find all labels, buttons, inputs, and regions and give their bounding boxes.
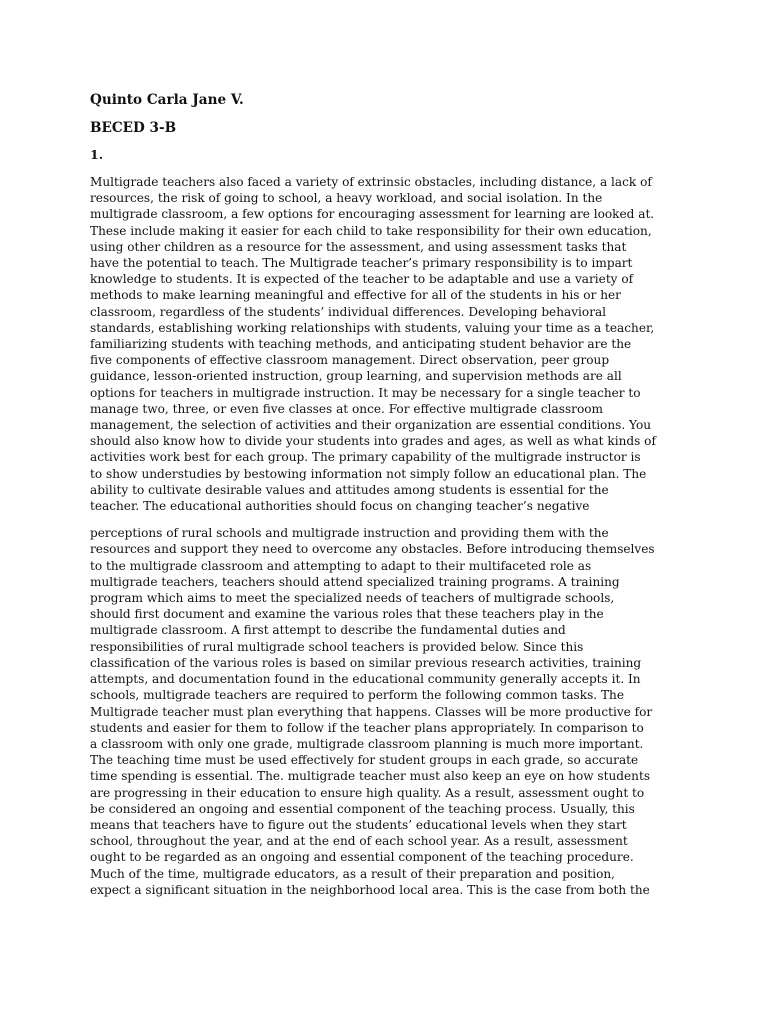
text-line: perceptions of rural schools and multigrade instruction and providing them with the [90, 526, 609, 541]
text-line: teacher. The educational authorities should focus on changing teacher’s negative [90, 499, 590, 514]
text-line: attempts, and documentation found in the educational community generally accepts it. In [90, 672, 641, 687]
text-line: resources and support they need to overcome any obstacles. Before introducing themselves [90, 542, 655, 557]
text-line: Multigrade teachers also faced a variety of extrinsic obstacles, including distance, a lack of [90, 175, 652, 189]
text-line: time spending is essential. The. multigrade teacher must also keep an eye on how students [90, 769, 651, 784]
text-line: classroom, regardless of the students’ individual differences. Developing behavioral [90, 304, 607, 319]
paragraph-1 [90, 174, 690, 514]
author-name: Quinto Carla Jane V. [90, 92, 244, 108]
text-line: using other children as a resource for the assessment, and using assessment tasks that [90, 239, 627, 254]
text-line: students and easier for them to follow if the teacher plans appropriately. In comparison to [90, 720, 644, 735]
text-line: methods to make learning meaningful and effective for all of the students in his or her [90, 288, 621, 303]
text-line: responsibilities of rural multigrade school teachers is provided below. Since this [90, 639, 584, 654]
text-line: Much of the time, multigrade educators, as a result of their preparation and position, [90, 866, 615, 881]
text-line: These include making it easier for each child to take responsibility for their own education, [90, 223, 652, 238]
text-line: ought to be regarded as an ongoing and essential component of the teaching procedure. [90, 850, 634, 865]
document-page [90, 91, 690, 898]
text-line: be considered an ongoing and essential component of the teaching process. Usually, this [90, 801, 635, 816]
text-line: should also know how to divide your students into grades and ages, as well as what kinds of [90, 434, 656, 449]
text-line: standards, establishing working relationships with students, valuing your time as a teacher, [90, 320, 655, 335]
text-line: are progressing in their education to ensure high quality. As a result, assessment ought to [90, 785, 645, 800]
paragraph-2 [90, 525, 690, 898]
text-line: expect a significant situation in the neighborhood local area. This is the case from both the [90, 882, 650, 897]
text-line: multigrade classroom, a few options for encouraging assessment for learning are looked at. [90, 207, 655, 222]
text-line: guidance, lesson-oriented instruction, group learning, and supervision methods are all [90, 369, 622, 384]
text-line: schools, multigrade teachers are required to perform the following common tasks. The [90, 688, 625, 703]
text-line: knowledge to students. It is expected of the teacher to be adaptable and use a variety of [90, 272, 634, 287]
text-line: should first document and examine the various roles that these teachers play in the [90, 607, 604, 622]
text-line: resources, the risk of going to school, a heavy workload, and social isolation. In the [90, 191, 603, 206]
text-line: familiarizing students with teaching methods, and anticipating student behavior are the [90, 337, 632, 352]
text-line: to show understudies by bestowing information not simply follow an educational plan. The [90, 466, 647, 481]
text-line: The teaching time must be used effectively for student groups in each grade, so accurate [90, 753, 639, 768]
text-line: activities work best for each group. The primary capability of the multigrade instructor is [90, 450, 641, 465]
text-line: means that teachers have to figure out the students’ educational levels when they start [90, 817, 627, 832]
text-line: multigrade classroom. A first attempt to describe the fundamental duties and [90, 623, 566, 638]
text-line: management, the selection of activities and their organization are essential conditions. You [90, 418, 652, 433]
text-line: Multigrade teacher must plan everything that happens. Classes will be more productive for [90, 704, 653, 719]
text-line: program which aims to meet the specialized needs of teachers of multigrade schools, [90, 591, 615, 606]
text-line: have the potential to teach. The Multigrade teacher’s primary responsibility is to impart [90, 256, 633, 271]
text-line: multigrade teachers, teachers should attend specialized training programs. A training [90, 574, 620, 589]
text-line: manage two, three, or even five classes at once. For effective multigrade classroom [90, 401, 603, 416]
text-line: school, throughout the year, and at the end of each school year. As a result, assessment [90, 834, 628, 849]
text-line: ability to cultivate desirable values and attitudes among students is essential for the [90, 482, 609, 497]
text-line: to the multigrade classroom and attempting to adapt to their multifaceted role as [90, 558, 592, 573]
text-line: five components of effective classroom management. Direct observation, peer group [90, 353, 610, 368]
text-line: options for teachers in multigrade instruction. It may be necessary for a single teacher to [90, 385, 641, 400]
section-label: BECED 3-B [90, 120, 177, 136]
item-number: 1. [90, 147, 104, 162]
text-line: classification of the various roles is based on similar previous research activities, training [90, 655, 642, 670]
text-line: a classroom with only one grade, multigrade classroom planning is much more important. [90, 736, 644, 751]
